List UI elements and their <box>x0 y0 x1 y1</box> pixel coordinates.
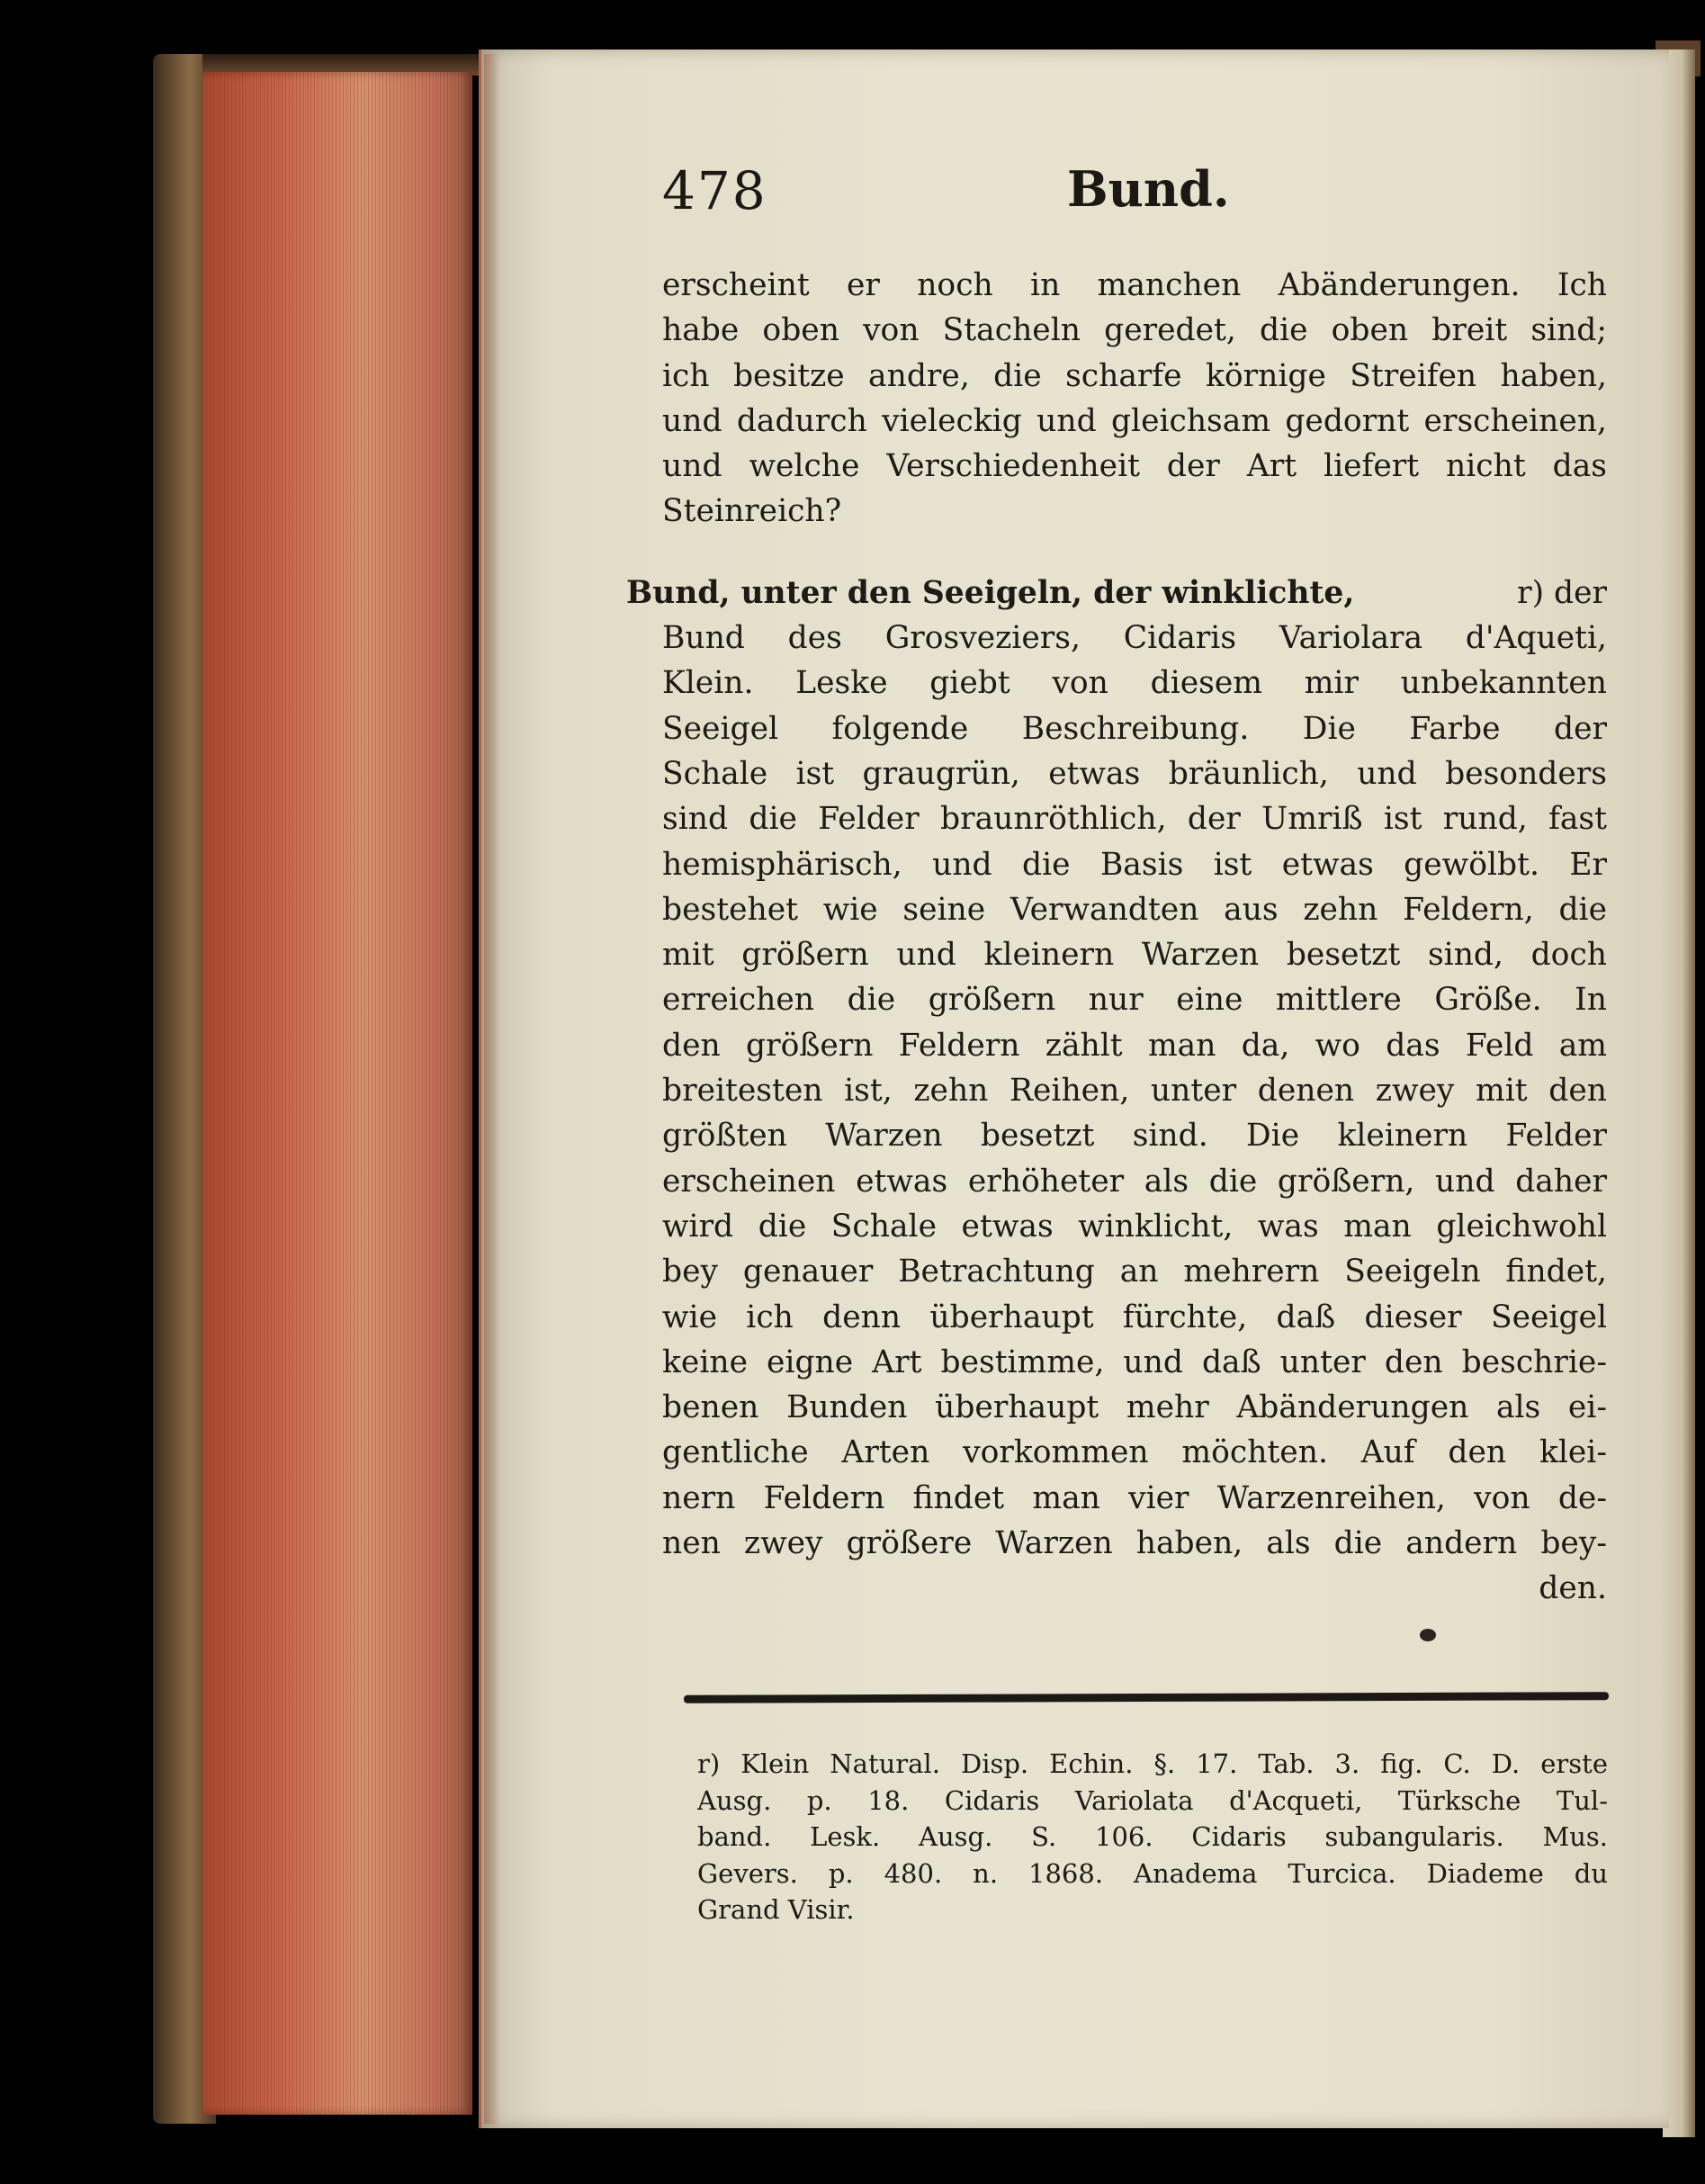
text-line: und dadurch vieleckig und gleichsam gedornt erscheinen, <box>662 402 1607 439</box>
text-line: Schale ist graugrün, etwas bräunlich, und besonders <box>662 755 1607 792</box>
text-line: Seeigel folgende Beschreibung. Die Farbe der <box>662 710 1607 747</box>
text-line: größten Warzen besetzt sind. Die kleinern Felder <box>662 1118 1607 1155</box>
text-line: gentliche Arten vorkommen möchten. Auf den klei- <box>662 1434 1607 1471</box>
footnote-line: r) Klein Natural. Disp. Echin. §. 17. Tab. 3. fig. C. D. erste <box>697 1748 1608 1779</box>
ink-blot <box>1420 1629 1436 1641</box>
text-line: und welche Verschiedenheit der Art liefert nicht das <box>662 448 1607 485</box>
text-line: habe oben von Stacheln geredet, die oben breit sind; <box>662 312 1607 349</box>
text-line: den. <box>1539 1570 1607 1607</box>
page-number: 478 <box>662 160 767 221</box>
footnote-line: Grand Visir. <box>697 1894 855 1925</box>
footnote-line: Ausg. p. 18. Cidaris Variolata d'Acqueti, Türksche Tul- <box>697 1784 1608 1816</box>
text-line: Bund des Grosveziers, Cidaris Variolara d'Aqueti, <box>662 620 1607 657</box>
entry-first-line <box>626 571 1607 616</box>
text-line: den größern Feldern zählt man da, wo das Feld am <box>662 1027 1607 1064</box>
gutter-shade <box>484 54 500 2124</box>
text-line: wird die Schale etwas winklicht, was man gleichwohl <box>662 1208 1607 1245</box>
text-line: nen zwey größere Warzen haben, als die andern bey- <box>662 1525 1607 1562</box>
text-line: mit größern und kleinern Warzen besetzt sind, doch <box>662 937 1607 974</box>
text-line: Steinreich? <box>662 493 842 530</box>
footnote-line: band. Lesk. Ausg. S. 106. Cidaris subangularis. Mus. <box>697 1821 1608 1852</box>
footnote <box>697 1746 1608 1928</box>
entry-heading: Bund, unter den Seeigeln, der winklichte, <box>626 574 1355 611</box>
text-line: erscheinen etwas erhöheter als die größern, und daher <box>662 1163 1607 1200</box>
text-line: benen Bunden überhaupt mehr Abänderungen als ei- <box>662 1389 1607 1426</box>
text-line: nern Feldern findet man vier Warzenreihen, von de- <box>662 1479 1607 1516</box>
text-line: ich besitze andre, die scharfe körnige Streifen haben, <box>662 357 1607 394</box>
text-line: erreichen die größern nur eine mittlere Größe. In <box>662 982 1607 1019</box>
entry-heading-tail: r) der <box>1517 574 1607 611</box>
text-line: bestehet wie seine Verwandten aus zehn Feldern, die <box>662 891 1607 928</box>
text-line: sind die Felder braunröthlich, der Umriß ist rund, fast <box>662 801 1607 838</box>
text-line: breitesten ist, zehn Reihen, unter denen zwey mit den <box>662 1073 1607 1110</box>
page-header <box>662 160 1607 232</box>
text-line: keine eigne Art bestimme, und daß unter den beschrie- <box>662 1344 1607 1380</box>
running-head: Bund. <box>1067 160 1230 218</box>
text-line: wie ich denn überhaupt fürchte, daß dieser Seeigel <box>662 1299 1607 1335</box>
page-edges-block <box>202 72 472 2115</box>
body-text <box>626 263 1607 1612</box>
text-line: erscheint er noch in manchen Abänderungen. Ich <box>662 267 1607 303</box>
text-line: hemisphärisch, und die Basis ist etwas gewölbt. Er <box>662 846 1607 883</box>
text-line: bey genauer Betrachtung an mehrern Seeigeln findet, <box>662 1254 1607 1290</box>
footnote-line: Gevers. p. 480. n. 1868. Anadema Turcica. Diademe du <box>697 1857 1608 1889</box>
text-line: Klein. Leske giebt von diesem mir unbekannten <box>662 665 1607 702</box>
